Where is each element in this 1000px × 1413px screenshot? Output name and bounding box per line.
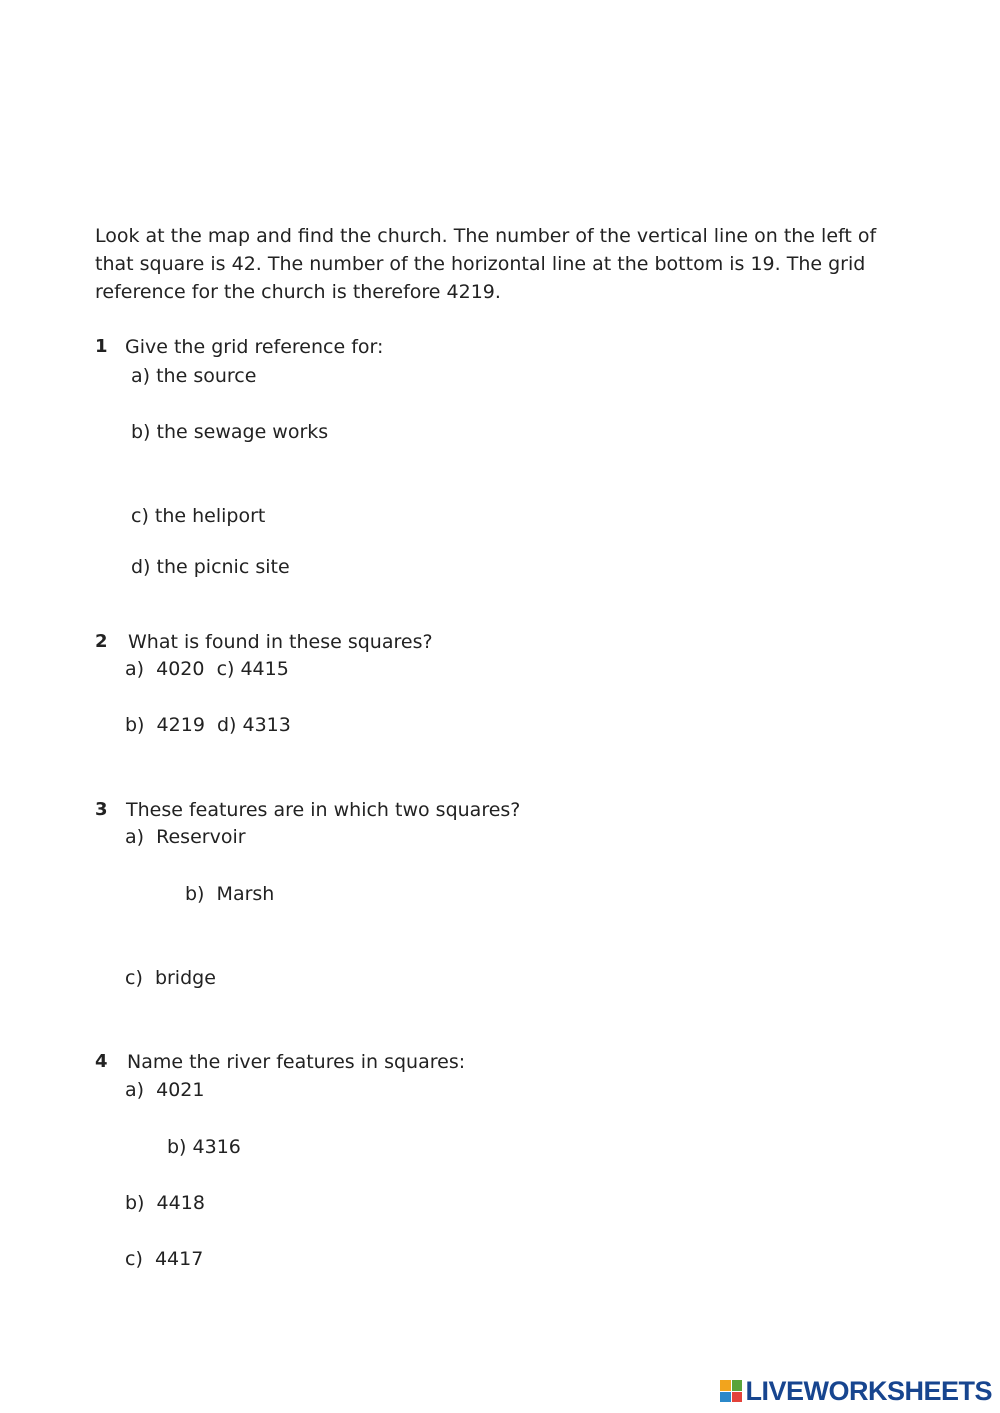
liveworksheets-wordmark: LIVEWORKSHEETS [745, 1375, 992, 1406]
question-1-item-b: b) the sewage works [131, 421, 329, 443]
question-1-prompt: Give the grid reference for: [125, 336, 384, 358]
question-1-number: 1 [95, 336, 108, 357]
question-4-item-b2: b) 4418 [125, 1192, 205, 1214]
question-1-item-d: d) the picnic site [131, 556, 290, 578]
question-3-item-a: a) Reservoir [125, 826, 246, 848]
question-1-item-a: a) the source [131, 365, 257, 387]
question-1-item-c: c) the heliport [131, 505, 266, 527]
liveworksheets-logo-icon [720, 1380, 742, 1402]
question-2-item-a: a) 4020 c) 4415 [125, 658, 289, 680]
question-3-item-b: b) Marsh [185, 883, 275, 905]
liveworksheets-brand [720, 1377, 992, 1405]
question-3-item-c: c) bridge [125, 967, 216, 989]
question-3-prompt: These features are in which two squares? [126, 799, 521, 821]
question-4-item-a: a) 4021 [125, 1079, 205, 1101]
question-2-prompt: What is found in these squares? [128, 631, 433, 653]
question-4-prompt: Name the river features in squares: [127, 1051, 466, 1073]
question-2-item-b: b) 4219 d) 4313 [125, 714, 291, 736]
intro-paragraph: Look at the map and find the church. The number of the vertical line on the left of that square is 42. The number of the horizontal line at the bottom is 19. The grid reference for the church is therefore 4219. [95, 225, 877, 303]
question-2-number: 2 [95, 631, 108, 652]
question-3-number: 3 [95, 799, 108, 820]
question-4-number: 4 [95, 1051, 108, 1072]
question-4-item-b1: b) 4316 [167, 1136, 241, 1158]
question-4-item-c: c) 4417 [125, 1248, 204, 1270]
